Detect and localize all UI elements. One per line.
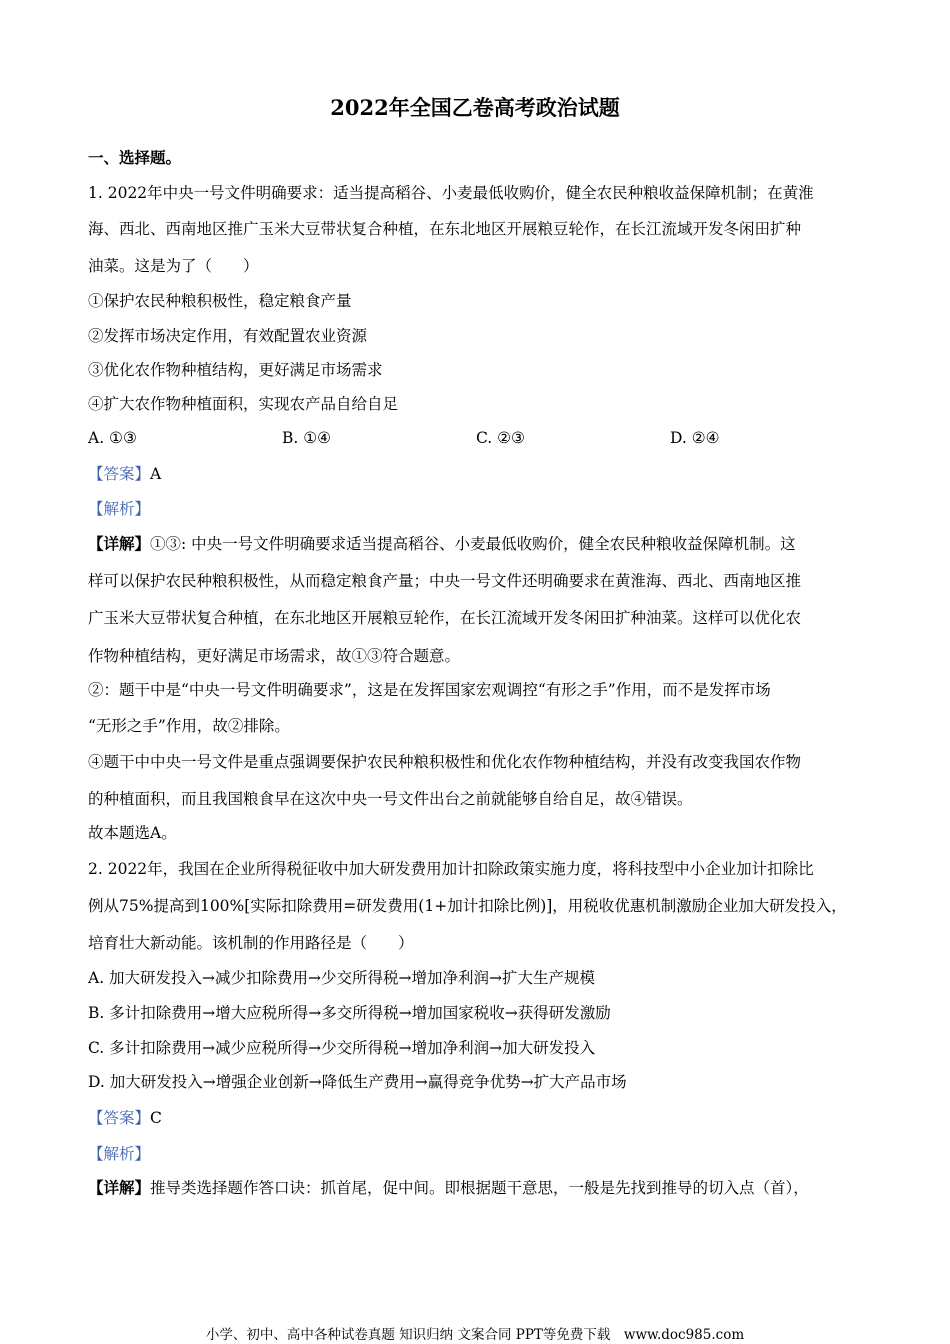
q1-option-a: A. ①③ [88,429,137,447]
q1-item-3: ③优化农作物种植结构，更好满足市场需求 [88,361,383,379]
q1-detail-line-2: 样可以保护农民种粮积极性，从而稳定粮食产量；中央一号文件还明确要求在黄淮海、西北、西南地区推 [88,572,802,590]
q1-option-b: B. ①④ [282,429,332,447]
q1-detail-line-3: 广玉米大豆带状复合种植，在东北地区开展粮豆轮作，在长江流域开发冬闲田扩种油菜。这样可以优化农 [88,609,802,627]
q1-analysis-line [88,498,150,520]
q1-detail-line-4: 作物种植结构，更好满足市场需求，故①③符合题意。 [88,647,461,665]
q2-answer-value: C [150,1109,162,1127]
section-heading: 一、选择题。 [88,148,182,167]
q1-option-c: C. ②③ [476,429,525,447]
q1-stem-line-2: 海、西北、西南地区推广玉米大豆带状复合种植，在东北地区开展粮豆轮作，在长江流域开发冬闲田扩种 [88,220,802,238]
q1-conclusion: 故本题选A。 [88,824,177,842]
q1-detail-tag: 【详解】 [88,534,151,553]
q1-answer-value: A [150,465,162,483]
q2-option-b: B. 多计扣除费用→增大应税所得→多交所得税→增加国家税收→获得研发激励 [88,1004,611,1022]
q1-answer-tag: 【答案】 [88,465,151,483]
q2-stem-line-1: 2. 2022年，我国在企业所得税征收中加大研发费用加计扣除政策实施力度，将科技型中小企业加计扣除比 [88,860,814,878]
q1-detail-line-8: 的种植面积，而且我国粮食早在这次中央一号文件出台之前就能够自给自足，故④错误。 [88,790,693,808]
q2-option-c: C. 多计扣除费用→减少应税所得→少交所得税→增加净利润→加大研发投入 [88,1039,596,1057]
q1-answer-line [88,463,161,485]
q1-stem-line-3: 油菜。这是为了（ ） [88,257,259,275]
q2-answer-line [88,1107,162,1129]
q1-detail-line-6: “无形之手”作用，故②排除。 [88,717,290,735]
q1-detail-line-1 [88,533,796,555]
q1-detail-line-7: ④题干中中央一号文件是重点强调要保护农民种粮积极性和优化农作物种植结构，并没有改变我国农作物 [88,753,802,771]
q2-detail-line-1 [88,1177,809,1199]
q2-analysis-line [88,1143,150,1165]
q2-detail-tag: 【详解】 [88,1178,151,1197]
q2-detail-text: 推导类选择题作答口诀：抓首尾，促中间。即根据题干意思，一般是先找到推导的切入点（首）， [150,1179,809,1197]
q1-option-d: D. ②④ [670,429,720,447]
q1-detail-line-5: ②：题干中是“中央一号文件明确要求”，这是在发挥国家宏观调控“有形之手”作用，而不是发挥市场 [88,681,771,699]
q2-option-d: D. 加大研发投入→增强企业创新→降低生产费用→赢得竞争优势→扩大产品市场 [88,1073,627,1091]
q1-stem-line-1: 1. 2022年中央一号文件明确要求：适当提高稻谷、小麦最低收购价，健全农民种粮收益保障机制；在黄淮 [88,184,814,202]
q1-analysis-tag: 【解析】 [88,500,151,518]
q2-option-a: A. 加大研发投入→减少扣除费用→少交所得税→增加净利润→扩大生产规模 [88,969,595,987]
q1-item-1: ①保护农民种粮积极性，稳定粮食产量 [88,292,352,310]
q1-item-4: ④扩大农作物种植面积，实现农产品自给自足 [88,395,399,413]
page-title: 2022年全国乙卷高考政治试题 [330,95,620,120]
q2-stem-line-3: 培育壮大新动能。该机制的作用路径是（ ） [88,934,414,952]
q2-stem-line-2: 例从75%提高到100%[实际扣除费用=研发费用(1+加计扣除比例)]，用税收优惠机制激励企业加大研发投入， [88,897,847,915]
q1-detail-text-1: ①③: 中央一号文件明确要求适当提高稻谷、小麦最低收购价，健全农民种粮收益保障机制。这 [150,535,796,553]
q2-answer-tag: 【答案】 [88,1109,151,1127]
q2-analysis-tag: 【解析】 [88,1145,151,1163]
page-footer: 小学、初中、高中各种试卷真题 知识归纳 文案合同 PPT等免费下载 www.doc985.com [205,1327,745,1343]
q1-item-2: ②发挥市场决定作用，有效配置农业资源 [88,327,368,345]
